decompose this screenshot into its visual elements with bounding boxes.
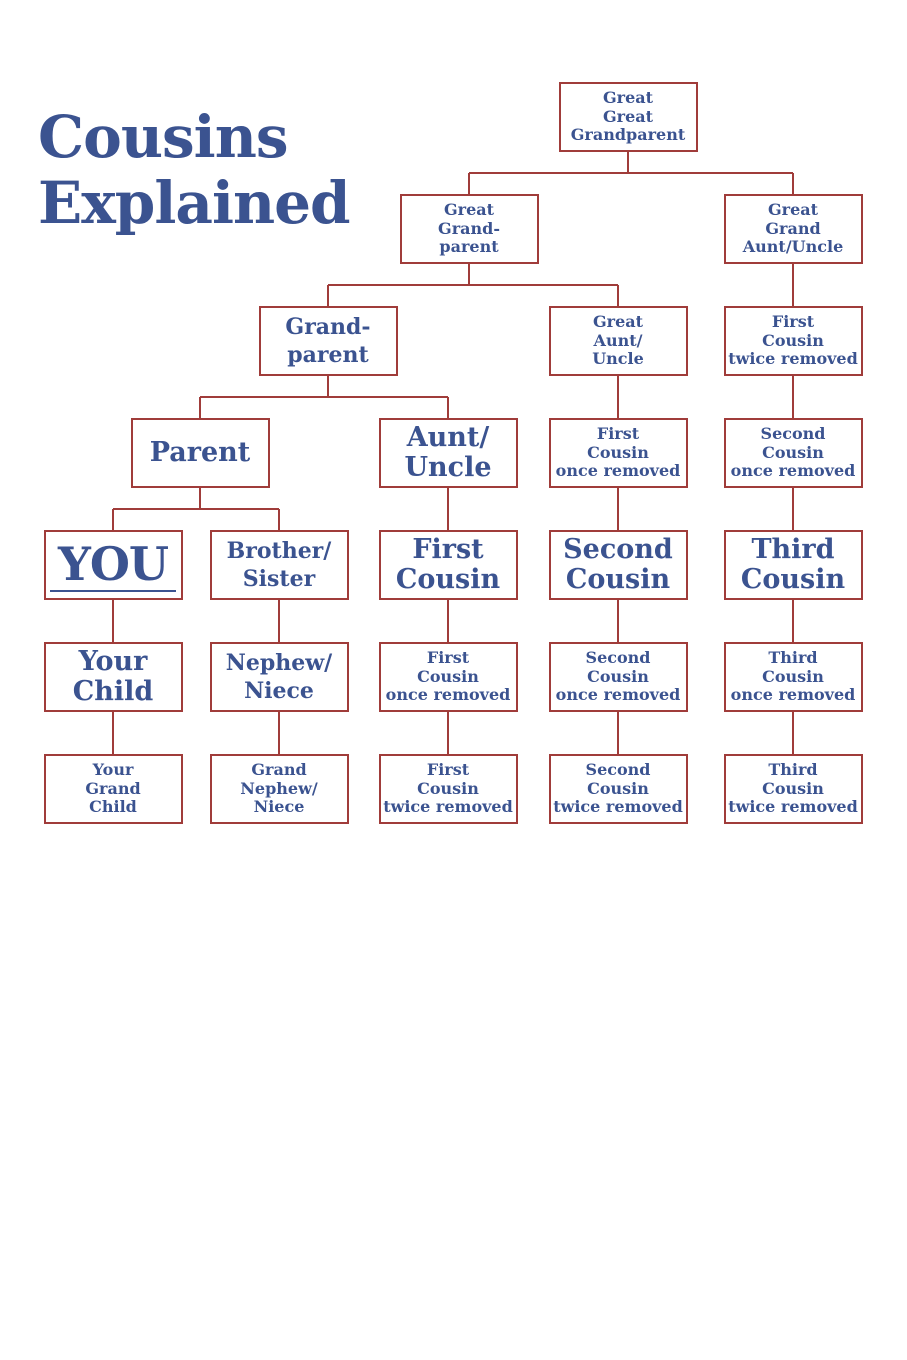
node-label-line: once removed — [385, 685, 511, 705]
node-grand-nephew-niece — [210, 754, 349, 824]
node-grandparent — [259, 306, 398, 376]
node-label-line: First — [596, 424, 640, 444]
node-great-aunt-uncle — [549, 306, 688, 376]
node-label-line: First — [426, 648, 470, 668]
node-second-cousin-once-removed-bottom — [549, 642, 688, 712]
node-label-line: Second — [585, 648, 651, 668]
node-label-line: Cousin — [762, 442, 824, 462]
node-first-cousin-twice-removed-top — [724, 306, 863, 376]
node-label-line: Nephew/ — [240, 778, 318, 798]
node-aunt-uncle — [379, 418, 518, 488]
node-label-line: Cousin — [587, 442, 649, 462]
node-label-line: Niece — [253, 797, 305, 817]
node-you — [44, 530, 183, 600]
node-label-line: Aunt/ — [406, 422, 490, 453]
node-label-line: Grand — [251, 760, 307, 780]
node-third-cousin-once-removed — [724, 642, 863, 712]
node-label-line: once removed — [555, 461, 681, 481]
title-line-2: Explained — [38, 169, 350, 237]
node-label-line: YOU — [57, 536, 169, 591]
node-label-line: Aunt/ — [593, 330, 643, 350]
node-label-line: Great — [767, 200, 819, 220]
node-label-line: Cousin — [395, 564, 501, 595]
node-third-cousin — [724, 530, 863, 600]
node-label-line: Third — [768, 760, 818, 780]
node-label-line: Third — [751, 534, 835, 565]
node-label-line: Great — [602, 88, 654, 108]
title-line-1: Cousins — [38, 103, 288, 171]
node-your-grand-child — [44, 754, 183, 824]
node-second-cousin-twice-removed — [549, 754, 688, 824]
node-label-line: Cousin — [740, 564, 846, 595]
node-label-line: Cousin — [417, 666, 479, 686]
node-label-line: Second — [585, 760, 651, 780]
node-first-cousin-once-removed-top — [549, 418, 688, 488]
node-great-grand-aunt-uncle — [724, 194, 863, 264]
node-label-line: Great — [592, 312, 644, 332]
node-label-line: Grand- — [285, 314, 371, 340]
node-label-line: parent — [287, 342, 369, 368]
node-label-line: Cousin — [762, 778, 824, 798]
node-label-line: Aunt/Uncle — [742, 237, 844, 257]
node-label-line: twice removed — [728, 797, 858, 817]
node-second-cousin — [549, 530, 688, 600]
node-label-line: Second — [760, 424, 826, 444]
node-label-line: Uncle — [404, 452, 492, 483]
node-your-child — [44, 642, 183, 712]
node-label-line: Second — [563, 534, 673, 565]
node-label-line: Third — [768, 648, 818, 668]
node-label-line: Nephew/ — [225, 650, 333, 676]
node-label-line: First — [771, 312, 815, 332]
node-great-grandparent — [400, 194, 539, 264]
node-first-cousin-once-removed-bottom — [379, 642, 518, 712]
node-first-cousin — [379, 530, 518, 600]
node-parent — [131, 418, 270, 488]
node-first-cousin-twice-removed-bottom — [379, 754, 518, 824]
node-label-line: Grand — [85, 778, 141, 798]
node-label-line: Grandparent — [570, 125, 686, 145]
node-label-line: Sister — [242, 566, 316, 592]
node-label-line: Grand- — [438, 218, 500, 238]
node-label-line: Uncle — [592, 349, 644, 369]
node-label-line: Cousin — [762, 666, 824, 686]
node-label-line: Grand — [765, 218, 821, 238]
node-label-line: Cousin — [417, 778, 479, 798]
node-label-line: Your — [92, 760, 134, 780]
node-brother-sister — [210, 530, 349, 600]
node-label-line: First — [412, 534, 484, 565]
node-label-line: Cousin — [587, 666, 649, 686]
node-label-line: Your — [78, 646, 148, 677]
node-label-line: Great — [602, 106, 654, 126]
node-third-cousin-twice-removed — [724, 754, 863, 824]
node-label-line: Cousin — [565, 564, 671, 595]
node-label-line: Great — [443, 200, 495, 220]
node-nephew-niece — [210, 642, 349, 712]
node-label-line: twice removed — [728, 349, 858, 369]
node-label-line: Cousin — [587, 778, 649, 798]
node-label-line: twice removed — [383, 797, 513, 817]
node-label-line: parent — [439, 237, 499, 257]
you-underline — [50, 590, 176, 592]
node-label-line: Child — [89, 797, 137, 817]
node-great-great-grandparent — [559, 82, 698, 152]
node-label-line: twice removed — [553, 797, 683, 817]
node-label-line: Parent — [149, 437, 251, 468]
node-label-line: once removed — [730, 461, 856, 481]
node-label-line: Niece — [244, 678, 314, 704]
node-label-line: Cousin — [762, 330, 824, 350]
node-second-cousin-once-removed-top — [724, 418, 863, 488]
node-label-line: First — [426, 760, 470, 780]
node-label-line: Child — [72, 676, 154, 707]
node-label-line: once removed — [730, 685, 856, 705]
node-label-line: Brother/ — [226, 538, 332, 564]
node-label-line: once removed — [555, 685, 681, 705]
